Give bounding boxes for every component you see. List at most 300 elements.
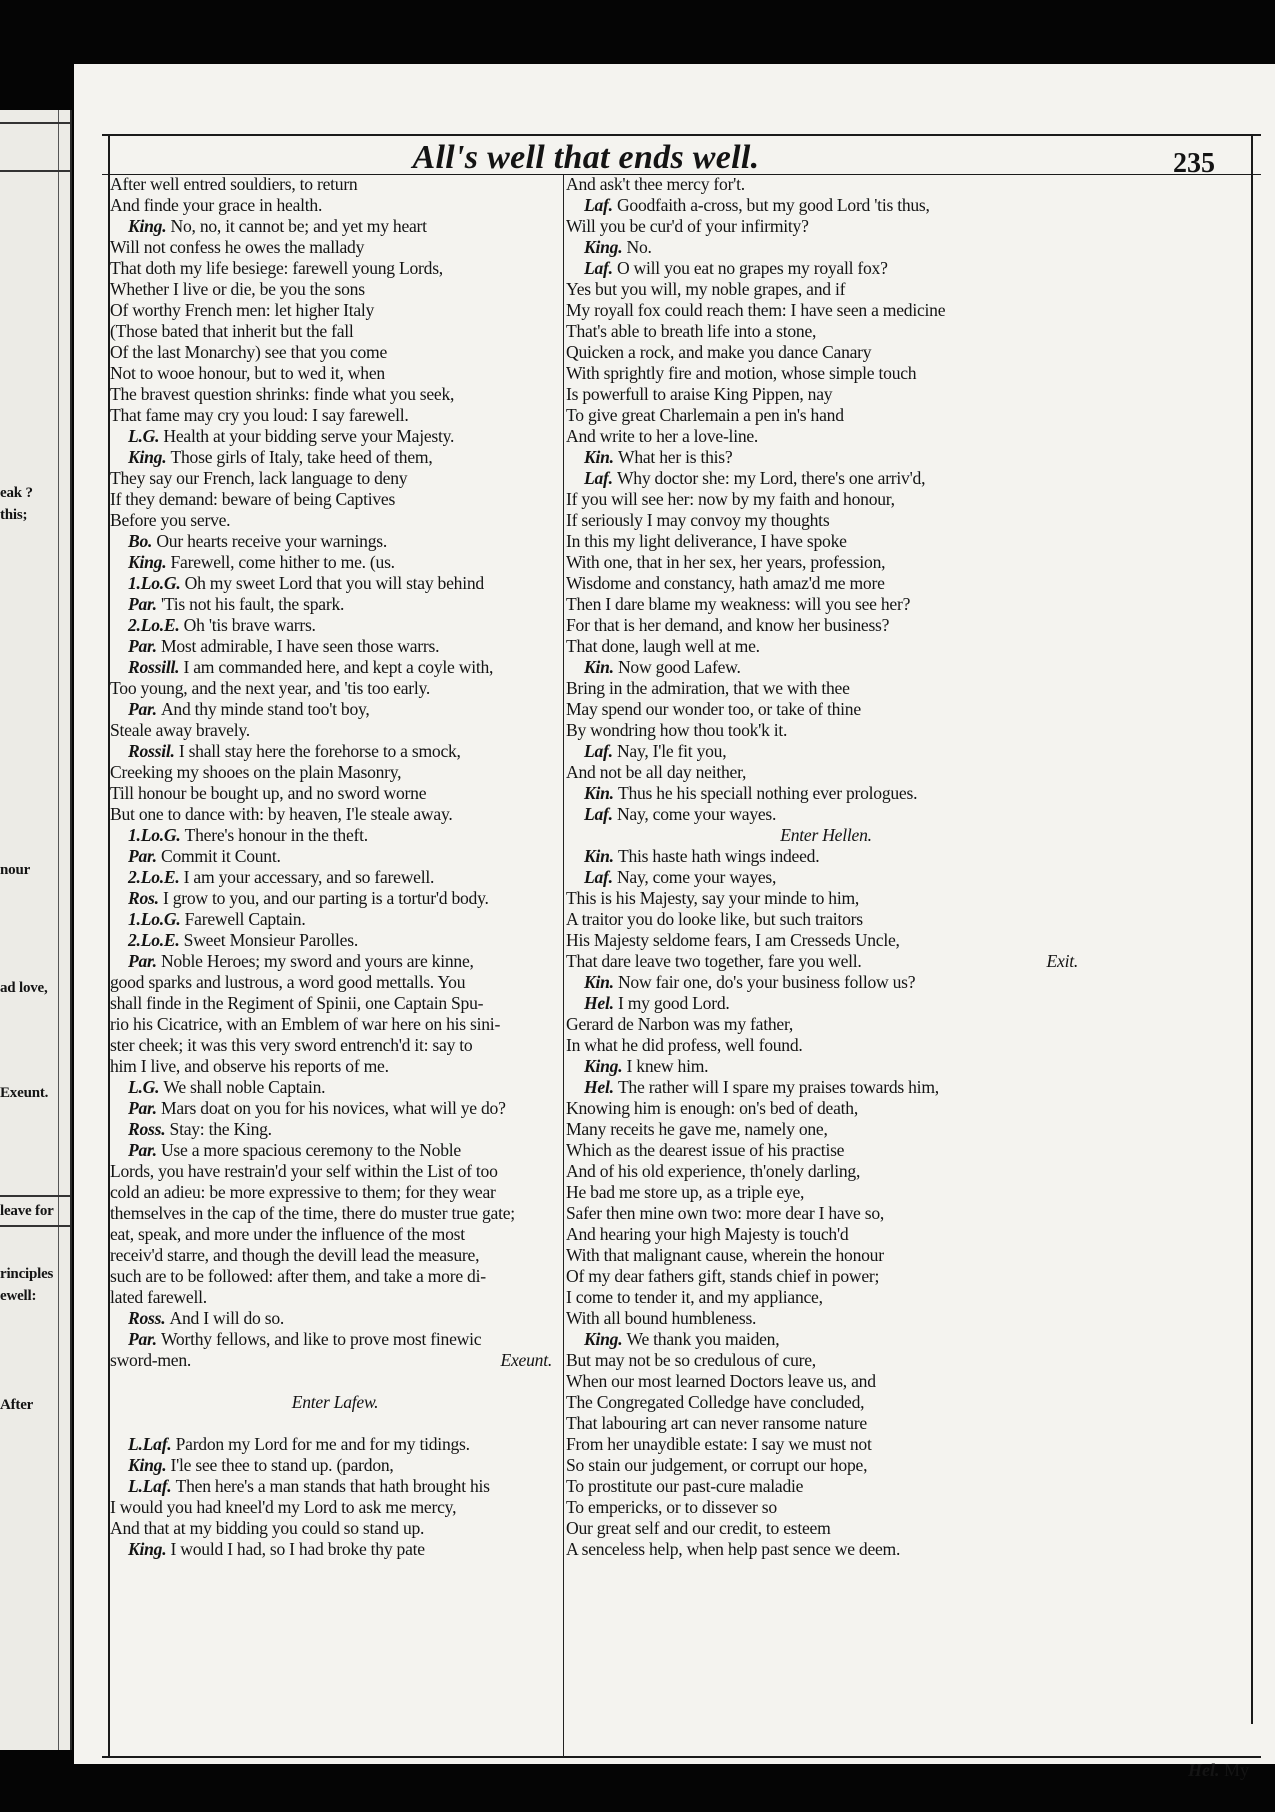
- exit-direction: Exit.: [1046, 951, 1078, 971]
- dialogue-text: The Congregated Colledge have concluded,: [566, 1392, 865, 1412]
- dialogue-text: My royall fox could reach them: I have seen a medicine: [566, 300, 946, 320]
- dialogue-text: I knew him.: [626, 1056, 709, 1076]
- text-line: [566, 720, 1086, 741]
- previous-page-edge: [0, 110, 72, 1750]
- dialogue-text: I am commanded here, and kept a coyle with,: [183, 657, 494, 677]
- text-line: [110, 867, 560, 888]
- text-line: [566, 510, 1086, 531]
- text-line: [110, 405, 560, 426]
- text-line: [566, 1245, 1086, 1266]
- text-line: [110, 363, 560, 384]
- dialogue-text: May spend our wonder too, or take of thine: [566, 699, 861, 719]
- text-line: [110, 993, 560, 1014]
- dialogue-text: Then I dare blame my weakness: will you see her?: [566, 594, 911, 614]
- text-line: [566, 1098, 1086, 1119]
- dialogue-text: From her unaydible estate: I say we must not: [566, 1434, 872, 1454]
- dialogue-text: Not to wooe honour, but to wed it, when: [110, 363, 385, 383]
- speaker-name: King.: [584, 1056, 627, 1076]
- speaker-name: Laf.: [584, 258, 617, 278]
- text-line: [110, 216, 560, 237]
- text-line: [110, 468, 560, 489]
- text-line: [110, 888, 560, 909]
- dialogue-text: Yes but you will, my noble grapes, and if: [566, 279, 846, 299]
- text-line: [110, 174, 560, 195]
- text-line: [566, 657, 1086, 678]
- dialogue-text: And I will do so.: [169, 1308, 285, 1328]
- dialogue-text: (Those bated that inherit but the fall: [110, 321, 354, 341]
- text-line: [110, 699, 560, 720]
- text-line: [110, 258, 560, 279]
- text-line: [566, 258, 1086, 279]
- dialogue-text: Worthy fellows, and like to prove most finewic: [160, 1329, 482, 1349]
- text-line: [566, 615, 1086, 636]
- text-line: [110, 384, 560, 405]
- dialogue-text: Most admirable, I have seen those warrs.: [160, 636, 440, 656]
- dialogue-text: Too young, and the next year, and 'tis too early.: [110, 678, 431, 698]
- speaker-name: Laf.: [584, 741, 617, 761]
- speaker-name: 1.Lo.G.: [128, 909, 185, 929]
- dialogue-text: No.: [626, 237, 652, 257]
- dialogue-text: I come to tender it, and my appliance,: [566, 1287, 823, 1307]
- speaker-name: 2.Lo.E.: [128, 867, 184, 887]
- dialogue-text: Stay: the King.: [169, 1119, 272, 1139]
- text-line: [566, 1035, 1086, 1056]
- speaker-name: Rossil.: [128, 741, 179, 761]
- text-line: [566, 216, 1086, 237]
- dialogue-text: And of his old experience, th'onely darling,: [566, 1161, 861, 1181]
- dialogue-text: Before you serve.: [110, 510, 231, 530]
- text-line: [110, 783, 560, 804]
- text-line: [110, 720, 560, 741]
- text-line: [566, 1224, 1086, 1245]
- speaker-name: Par.: [128, 846, 161, 866]
- text-line: [110, 1098, 560, 1119]
- text-line: [566, 678, 1086, 699]
- dialogue-text: In what he did profess, well found.: [566, 1035, 803, 1055]
- dialogue-text: Sweet Monsieur Parolles.: [183, 930, 358, 950]
- text-line: [110, 951, 560, 972]
- text-line: [110, 741, 560, 762]
- text-line: [110, 1308, 560, 1329]
- text-line: [566, 1056, 1086, 1077]
- column-divider: [563, 175, 564, 1757]
- speaker-name: Laf.: [584, 867, 617, 887]
- text-line: [566, 741, 1086, 762]
- dialogue-text: To give great Charlemain a pen in's hand: [566, 405, 844, 425]
- dialogue-text: Why doctor she: my Lord, there's one arriv'd,: [616, 468, 926, 488]
- text-line: [566, 1140, 1086, 1161]
- dialogue-text: I am your accessary, and so farewell.: [183, 867, 435, 887]
- dialogue-text: If they demand: beware of being Captives: [110, 489, 396, 509]
- text-line: [110, 1161, 560, 1182]
- speaker-name: Par.: [128, 1329, 161, 1349]
- dialogue-text: Our hearts receive your warnings.: [156, 531, 387, 551]
- dialogue-text: Quicken a rock, and make you dance Canary: [566, 342, 872, 362]
- text-line: [110, 762, 560, 783]
- dialogue-text: The rather will I spare my praises towards him,: [617, 1077, 939, 1097]
- previous-page-column-rule: [58, 110, 59, 1750]
- dialogue-text: Oh my sweet Lord that you will stay behind: [184, 573, 484, 593]
- page-frame-right: [1251, 134, 1253, 1724]
- text-line: [110, 1077, 560, 1098]
- dialogue-text: That done, laugh well at me.: [566, 636, 760, 656]
- text-line: [566, 1455, 1086, 1476]
- text-line: [566, 195, 1086, 216]
- dialogue-text: That dare leave two together, fare you well.: [566, 951, 862, 971]
- dialogue-text: Steale away bravely.: [110, 720, 250, 740]
- text-line: [110, 489, 560, 510]
- dialogue-text: Till honour be bought up, and no sword worne: [110, 783, 427, 803]
- text-line: [566, 405, 1086, 426]
- text-line: [110, 279, 560, 300]
- text-line: [110, 1119, 560, 1140]
- dialogue-text: Goodfaith a-cross, but my good Lord 'tis thus,: [616, 195, 930, 215]
- dialogue-text: Thus he his speciall nothing ever prologues.: [617, 783, 918, 803]
- dialogue-text: That's able to breath life into a stone,: [566, 321, 817, 341]
- speaker-name: 1.Lo.G.: [128, 573, 185, 593]
- text-line: [110, 1413, 560, 1434]
- text-line: [566, 993, 1086, 1014]
- dialogue-text: Those girls of Italy, take heed of them,: [170, 447, 433, 467]
- speaker-name: Kin.: [584, 447, 618, 467]
- text-line: [566, 867, 1086, 888]
- text-line: [110, 1455, 560, 1476]
- text-line: [566, 804, 1086, 825]
- dialogue-text: Which as the dearest issue of his practise: [566, 1140, 845, 1160]
- speaker-name: Laf.: [584, 195, 617, 215]
- speaker-name: Par.: [128, 594, 161, 614]
- speaker-name: Par.: [128, 636, 161, 656]
- dialogue-text: Is powerfull to araise King Pippen, nay: [566, 384, 833, 404]
- dialogue-text: We thank you maiden,: [626, 1329, 780, 1349]
- previous-page-fragment: leave for: [0, 1203, 54, 1219]
- text-line: [566, 846, 1086, 867]
- text-line: [110, 846, 560, 867]
- dialogue-text: In this my light deliverance, I have spoke: [566, 531, 847, 551]
- stage-direction: Enter Lafew.: [291, 1392, 379, 1412]
- dialogue-text: After well entred souldiers, to return: [110, 174, 358, 194]
- text-line: [110, 1203, 560, 1224]
- speaker-name: Hel.: [584, 1077, 618, 1097]
- dialogue-text: Wisdome and constancy, hath amaz'd me more: [566, 573, 885, 593]
- speaker-name: King.: [128, 1455, 171, 1475]
- text-line: [566, 1350, 1086, 1371]
- dialogue-text: Whether I live or die, be you the sons: [110, 279, 365, 299]
- dialogue-text: By wondring how thou took'k it.: [566, 720, 788, 740]
- text-line: [110, 1287, 560, 1308]
- previous-page-fragment: eak ?: [0, 485, 33, 501]
- text-line: [566, 636, 1086, 657]
- page-number: 235: [1173, 148, 1215, 179]
- text-line: [566, 1161, 1086, 1182]
- dialogue-text: So stain our judgement, or corrupt our hope,: [566, 1455, 868, 1475]
- dialogue-text: lated farewell.: [110, 1287, 207, 1307]
- speaker-name: King.: [584, 1329, 627, 1349]
- catchword-text: My: [1223, 1760, 1249, 1780]
- speaker-name: Hel.: [584, 993, 618, 1013]
- text-line: [566, 1476, 1086, 1497]
- text-line: [110, 1182, 560, 1203]
- left-text-column: [110, 174, 560, 1560]
- speaker-name: Kin.: [584, 783, 618, 803]
- dialogue-text: Bring in the admiration, that we with thee: [566, 678, 850, 698]
- dialogue-text: 'Tis not his fault, the spark.: [160, 594, 345, 614]
- dialogue-text: What her is this?: [617, 447, 733, 467]
- exit-direction: Exeunt.: [500, 1350, 552, 1370]
- dialogue-text: good sparks and lustrous, a word good mettalls. You: [110, 972, 466, 992]
- dialogue-text: cold an adieu: be more expressive to them; for they wear: [110, 1182, 496, 1202]
- dialogue-text: Of the last Monarchy) see that you come: [110, 342, 388, 362]
- speaker-name: Ross.: [128, 1308, 170, 1328]
- text-line: [566, 1539, 1086, 1560]
- speaker-name: Kin.: [584, 846, 618, 866]
- dialogue-text: Farewell Captain.: [184, 909, 306, 929]
- catchword: [1188, 1760, 1249, 1781]
- dialogue-text: When our most learned Doctors leave us, and: [566, 1371, 876, 1391]
- text-line: [566, 972, 1086, 993]
- dialogue-text: That doth my life besiege: farewell young Lords,: [110, 258, 443, 278]
- speaker-name: L.Laf.: [128, 1434, 176, 1454]
- dialogue-text: Will you be cur'd of your infirmity?: [566, 216, 809, 236]
- text-line: [110, 426, 560, 447]
- speaker-name: Laf.: [584, 468, 617, 488]
- text-line: [566, 951, 1086, 972]
- text-line: [566, 1413, 1086, 1434]
- text-line: [110, 1266, 560, 1287]
- text-line: [110, 321, 560, 342]
- text-line: [110, 195, 560, 216]
- text-line: [110, 909, 560, 930]
- dialogue-text: With sprightly fire and motion, whose simple touch: [566, 363, 917, 383]
- dialogue-text: sword-men.: [110, 1350, 192, 1370]
- previous-page-fragment: After: [0, 1397, 34, 1413]
- dialogue-text: A traitor you do looke like, but such traitors: [566, 909, 863, 929]
- dialogue-text: To empericks, or to dissever so: [566, 1497, 777, 1517]
- text-line: [110, 825, 560, 846]
- dialogue-text: They say our French, lack language to deny: [110, 468, 408, 488]
- text-line: [110, 1056, 560, 1077]
- dialogue-text: I would I had, so I had broke thy pate: [170, 1539, 425, 1559]
- speaker-name: Par.: [128, 1140, 161, 1160]
- dialogue-text: Many receits he gave me, namely one,: [566, 1119, 828, 1139]
- text-line: [110, 1224, 560, 1245]
- text-line: [566, 1434, 1086, 1455]
- text-line: [566, 174, 1086, 195]
- speaker-name: Rossill.: [128, 657, 184, 677]
- text-line: [566, 531, 1086, 552]
- dialogue-text: And write to her a love-line.: [566, 426, 759, 446]
- dialogue-text: And hearing your high Majesty is touch'd: [566, 1224, 849, 1244]
- dialogue-text: And that at my bidding you could so stand up.: [110, 1518, 425, 1538]
- dialogue-text: Then here's a man stands that hath brought his: [175, 1476, 490, 1496]
- dialogue-text: This haste hath wings indeed.: [617, 846, 820, 866]
- text-line: [110, 552, 560, 573]
- speaker-name: King.: [128, 1539, 171, 1559]
- speaker-name: 1.Lo.G.: [128, 825, 185, 845]
- text-line: [110, 1539, 560, 1560]
- text-line: [566, 489, 1086, 510]
- text-line: [566, 699, 1086, 720]
- dialogue-text: And ask't thee mercy for't.: [566, 174, 745, 194]
- text-line: [566, 909, 1086, 930]
- dialogue-text: He bad me store up, as a triple eye,: [566, 1182, 805, 1202]
- dialogue-text: And thy minde stand too't boy,: [160, 699, 370, 719]
- previous-page-fragment: this;: [0, 507, 28, 523]
- text-line: [566, 1392, 1086, 1413]
- dialogue-text: With that malignant cause, wherein the honour: [566, 1245, 884, 1265]
- dialogue-text: themselves in the cap of the time, there do muster true gate;: [110, 1203, 515, 1223]
- text-line: [566, 594, 1086, 615]
- text-line: [566, 1203, 1086, 1224]
- dialogue-text: Now fair one, do's your business follow us?: [617, 972, 916, 992]
- dialogue-text: O will you eat no grapes my royall fox?: [616, 258, 888, 278]
- text-line: [110, 1476, 560, 1497]
- dialogue-text: Health at your bidding serve your Majesty.: [163, 426, 455, 446]
- previous-page-fragment: Exeunt.: [0, 1085, 49, 1101]
- dialogue-text: But one to dance with: by heaven, I'le steale away.: [110, 804, 453, 824]
- speaker-name: King.: [128, 216, 171, 236]
- book-page: [74, 64, 1275, 1780]
- dialogue-text: The bravest question shrinks: finde what you seek,: [110, 384, 455, 404]
- text-line: [110, 1035, 560, 1056]
- dialogue-text: Our great self and our credit, to esteem: [566, 1518, 831, 1538]
- speaker-name: L.G.: [128, 1077, 164, 1097]
- text-line: [566, 426, 1086, 447]
- speaker-name: Kin.: [584, 972, 618, 992]
- text-line: [566, 1518, 1086, 1539]
- dialogue-text: Oh 'tis brave warrs.: [183, 615, 316, 635]
- speaker-name: Laf.: [584, 804, 617, 824]
- text-line: [110, 1140, 560, 1161]
- dialogue-text: I my good Lord.: [617, 993, 730, 1013]
- text-line: [566, 762, 1086, 783]
- stage-direction: Enter Hellen.: [780, 825, 872, 845]
- dialogue-text: Noble Heroes; my sword and yours are kinne,: [160, 951, 474, 971]
- dialogue-text: To prostitute our past-cure maladie: [566, 1476, 804, 1496]
- text-line: [110, 1434, 560, 1455]
- text-line: [566, 1014, 1086, 1035]
- text-line: [566, 363, 1086, 384]
- text-line: [110, 930, 560, 951]
- dialogue-text: Commit it Count.: [160, 846, 281, 866]
- text-line: [566, 321, 1086, 342]
- text-line: [566, 1371, 1086, 1392]
- text-line: [566, 930, 1086, 951]
- speaker-name: Bo.: [128, 531, 157, 551]
- dialogue-text: Safer then mine own two: more dear I have so,: [566, 1203, 885, 1223]
- text-line: [110, 1014, 560, 1035]
- running-title: All's well that ends well.: [412, 139, 760, 176]
- text-line: [110, 342, 560, 363]
- text-line: [110, 1350, 560, 1371]
- speaker-name: Ross.: [128, 1119, 170, 1139]
- speaker-name: King.: [584, 237, 627, 257]
- speaker-name: 2.Lo.E.: [128, 615, 184, 635]
- text-line: [566, 384, 1086, 405]
- dialogue-text: Creeking my shooes on the plain Masonry,: [110, 762, 402, 782]
- dialogue-text: Nay, come your wayes.: [616, 804, 777, 824]
- dialogue-text: I'le see thee to stand up. (pardon,: [170, 1455, 394, 1475]
- text-line: [566, 300, 1086, 321]
- dialogue-text: I shall stay here the forehorse to a smock,: [178, 741, 461, 761]
- dialogue-text: We shall noble Captain.: [163, 1077, 326, 1097]
- text-line: [566, 468, 1086, 489]
- dialogue-text: shall finde in the Regiment of Spinii, one Captain Spu-: [110, 993, 484, 1013]
- text-line: [110, 636, 560, 657]
- text-line: [110, 447, 560, 468]
- dialogue-text: Nay, come your wayes,: [616, 867, 777, 887]
- text-line: [566, 279, 1086, 300]
- dialogue-text: Lords, you have restrain'd your self within the List of too: [110, 1161, 498, 1181]
- catchword-speaker: Hel.: [1187, 1760, 1220, 1780]
- dialogue-text: Nay, I'le fit you,: [616, 741, 727, 761]
- speaker-name: Par.: [128, 951, 161, 971]
- text-line: [110, 594, 560, 615]
- previous-page-rule: [0, 1225, 70, 1227]
- dialogue-text: No, no, it cannot be; and yet my heart: [170, 216, 427, 236]
- text-line: [110, 1497, 560, 1518]
- dialogue-text: And finde your grace in health.: [110, 195, 323, 215]
- previous-page-rule: [0, 122, 70, 124]
- dialogue-text: This is his Majesty, say your minde to him,: [566, 888, 860, 908]
- text-line: [566, 1329, 1086, 1350]
- dialogue-text: I would you had kneel'd my Lord to ask me mercy,: [110, 1497, 457, 1517]
- dialogue-text: For that is her demand, and know her business?: [566, 615, 890, 635]
- text-line: [566, 1077, 1086, 1098]
- dialogue-text: That fame may cry you loud: I say farewell.: [110, 405, 409, 425]
- dialogue-text: If you will see her: now by my faith and honour,: [566, 489, 895, 509]
- previous-page-fragment: ad love,: [0, 980, 48, 996]
- dialogue-text: That labouring art can never ransome nature: [566, 1413, 867, 1433]
- previous-page-rule: [0, 1195, 70, 1197]
- dialogue-text: With all bound humbleness.: [566, 1308, 757, 1328]
- text-line: [110, 657, 560, 678]
- text-line: [110, 804, 560, 825]
- text-line: [110, 1329, 560, 1350]
- dialogue-text: If seriously I may convoy my thoughts: [566, 510, 830, 530]
- dialogue-text: Gerard de Narbon was my father,: [566, 1014, 794, 1034]
- dialogue-text: But may not be so credulous of cure,: [566, 1350, 816, 1370]
- dialogue-text: And not be all day neither,: [566, 762, 747, 782]
- page-frame-bottom: [102, 1756, 1261, 1758]
- previous-page-fragment: nour: [0, 862, 31, 878]
- speaker-name: King.: [128, 552, 171, 572]
- text-line: [566, 552, 1086, 573]
- previous-page-rule: [0, 170, 70, 172]
- text-line: [110, 1518, 560, 1539]
- text-line: [110, 678, 560, 699]
- dialogue-text: With one, that in her sex, her years, profession,: [566, 552, 886, 572]
- header-rule: [102, 134, 1261, 136]
- dialogue-text: Pardon my Lord for me and for my tidings.: [175, 1434, 470, 1454]
- text-line: [110, 531, 560, 552]
- text-line: [566, 573, 1086, 594]
- previous-page-fragment: rinciples: [0, 1266, 54, 1282]
- speaker-name: Kin.: [584, 657, 618, 677]
- text-line: [110, 510, 560, 531]
- dialogue-text: such are to be followed: after them, and take a more di-: [110, 1266, 486, 1286]
- previous-page-fragment: ewell:: [0, 1288, 37, 1304]
- dialogue-text: rio his Cicatrice, with an Emblem of war here on his sini-: [110, 1014, 501, 1034]
- dialogue-text: Knowing him is enough: on's bed of death,: [566, 1098, 858, 1118]
- right-text-column: [566, 174, 1086, 1560]
- text-line: [566, 1119, 1086, 1140]
- text-line: [566, 1308, 1086, 1329]
- text-line: [566, 447, 1086, 468]
- dialogue-text: him I live, and observe his reports of me.: [110, 1056, 389, 1076]
- speaker-name: Par.: [128, 699, 161, 719]
- speaker-name: 2.Lo.E.: [128, 930, 184, 950]
